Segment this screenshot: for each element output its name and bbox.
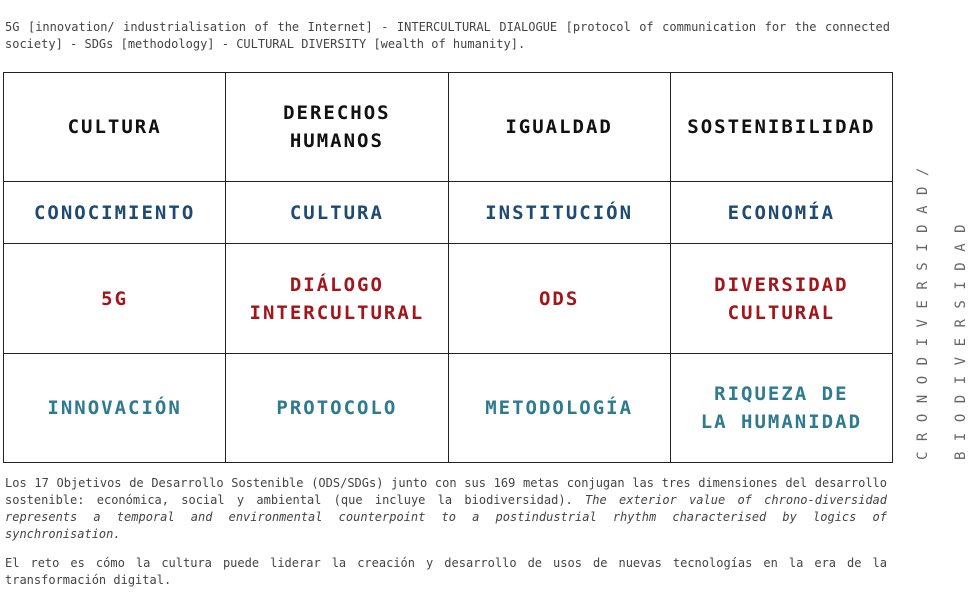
table-cell <box>448 73 670 182</box>
table-cell <box>448 353 670 462</box>
table-cell <box>226 73 448 182</box>
footer-text <box>5 475 887 601</box>
side-label-cronodiversidad: CRONODIVERSIDAD/ <box>915 157 931 460</box>
table-cell <box>4 73 226 182</box>
table-row-dimensions <box>4 182 893 244</box>
cell-label: RIQUEZA DE LA HUMANIDAD <box>700 382 863 433</box>
cell-label: IGUALDAD <box>505 116 613 139</box>
cell-label: PROTOCOLO <box>276 396 398 419</box>
cell-label: INSTITUCIÓN <box>485 201 634 224</box>
table-cell <box>4 244 226 353</box>
table-cell <box>670 182 892 244</box>
table-cell <box>226 182 448 244</box>
cell-label: METODOLOGÍA <box>485 396 634 419</box>
side-label-biodiversidad: BIODIVERSIDAD <box>953 213 969 460</box>
table-cell <box>670 244 892 353</box>
cell-label: CULTURA <box>67 116 162 139</box>
table-cell <box>226 244 448 353</box>
cell-label: DIÁLOGO INTERCULTURAL <box>249 273 425 324</box>
cell-label: ECONOMÍA <box>727 201 836 224</box>
table-row-concepts <box>4 244 893 353</box>
concept-table <box>3 72 893 463</box>
footer-paragraph-2: El reto es cómo la cultura puede liderar la creación y desarrollo de usos de nuevas tecnologías en la era de la transformación digital. <box>5 556 887 587</box>
table-row-values <box>4 353 893 462</box>
footer-paragraph-1 <box>5 475 887 543</box>
intro-text: 5G [innovation/ industrialisation of the Internet] - INTERCULTURAL DIALOGUE [protocol of communication for the connected society] - SDGs [methodology] - CULTURAL DIVERSITY [wealth of humanity]. <box>5 20 890 51</box>
table-cell <box>670 353 892 462</box>
cell-label: DERECHOS HUMANOS <box>283 102 391 153</box>
cell-label: CULTURA <box>289 201 384 224</box>
cell-label: CONOCIMIENTO <box>33 201 196 224</box>
cell-label: INNOVACIÓN <box>47 396 182 419</box>
cell-label: ODS <box>538 287 580 310</box>
footer-paragraph-1-text: Los 17 Objetivos de Desarrollo Sostenible (ODS/SDGs) junto con sus 169 metas conjugan las tres dimensiones del desarrollo sostenible: económica, social y ambiental (que incluye la biodiversidad). <box>5 476 887 507</box>
table-cell <box>4 353 226 462</box>
table-cell <box>670 73 892 182</box>
table-cell <box>448 244 670 353</box>
table-cell <box>4 182 226 244</box>
footer-paragraph-1-italic: The exterior value of chrono-diversidad represents a temporal and environmental counterpoint to a postindustrial rhythm characterised by logics of synchronisation. <box>5 493 887 541</box>
cell-label: 5G <box>101 287 129 310</box>
table-row-pillars <box>4 73 893 182</box>
table-cell <box>448 182 670 244</box>
table-cell <box>226 353 448 462</box>
cell-label: DIVERSIDAD CULTURAL <box>714 273 849 324</box>
cell-label: SOSTENIBILIDAD <box>687 116 876 139</box>
